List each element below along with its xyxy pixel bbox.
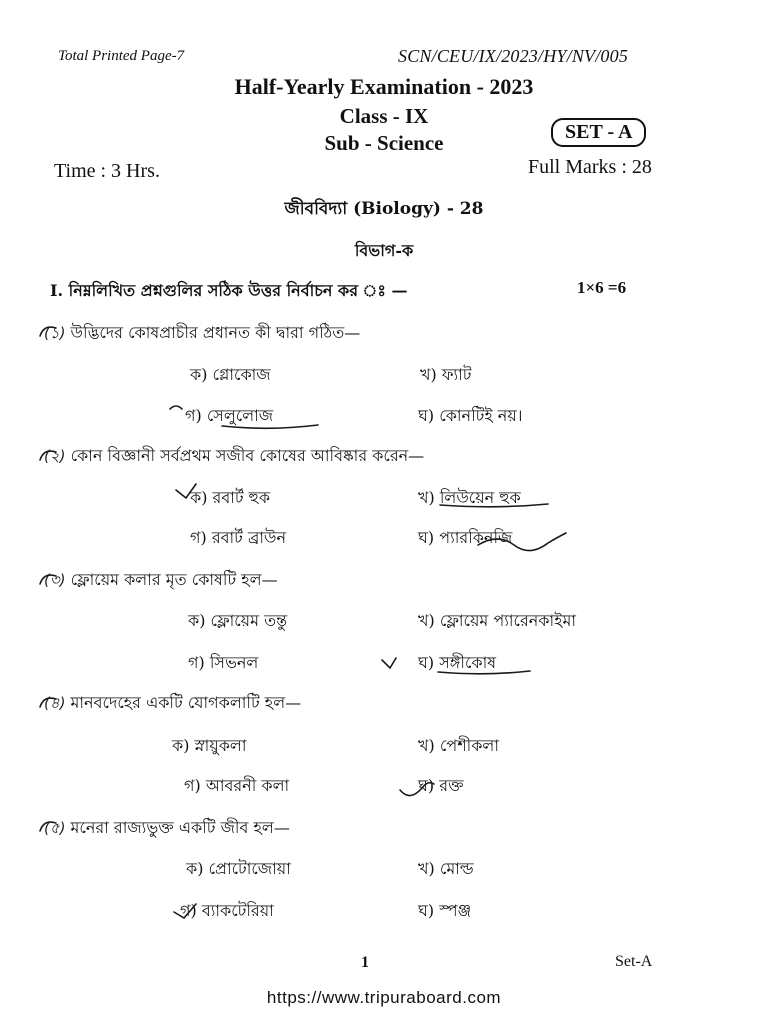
option-ka: ক) স্নায়ুকলা <box>172 736 247 755</box>
option-ka: ক) গ্লোকোজ <box>190 365 271 384</box>
option-kha: খ) লিউয়েন হুক <box>418 488 521 507</box>
option-gha: ঘ) প্যারকিনজি <box>418 528 513 547</box>
question-text: মনেরা রাজ্যভুক্ত একটি জীব হল— <box>70 818 290 837</box>
total-pages: Total Printed Page-7 <box>58 48 185 64</box>
section-title: জীববিদ্যা (Biology) - 28 <box>284 199 484 219</box>
option-gha: ঘ) কোনটিই নয়। <box>418 406 523 425</box>
source-url: https://www.tripuraboard.com <box>266 988 502 1007</box>
option-gha: ঘ) রক্ত <box>418 776 464 795</box>
question-number: (৪) <box>44 694 66 712</box>
question-2 <box>44 443 424 470</box>
part-title: বিভাগ-ক <box>354 241 414 260</box>
time-label: Time : 3 Hrs. <box>54 160 160 182</box>
option-ga: গ) সেলুলোজ <box>185 406 274 425</box>
question-3 <box>44 567 278 594</box>
question-number: (৫) <box>44 819 66 837</box>
option-ga: গ) সিভনল <box>188 653 259 672</box>
exam-title: Half-Yearly Examination - 2023 <box>234 74 534 99</box>
option-kha: খ) মোল্ড <box>418 859 474 878</box>
option-kha: খ) পেশীকলা <box>418 736 499 755</box>
question-text: ফ্লোয়েম কলার মৃত কোষটি হল— <box>70 570 278 589</box>
full-marks-label: Full Marks : 28 <box>528 156 652 178</box>
option-ka: ক) রবার্ট হুক <box>190 488 271 507</box>
subject-label: Sub - Science <box>324 131 444 155</box>
instruction-marks: 1×6 =6 <box>577 278 627 297</box>
question-4 <box>44 690 301 717</box>
option-ka: ক) ফ্লোয়েম তন্তু <box>188 611 288 630</box>
question-number: (১) <box>44 324 66 342</box>
option-ga: গ) রবার্ট ব্রাউন <box>190 528 286 547</box>
instruction: I. নিম্নলিখিত প্রশ্নগুলির সঠিক উত্তর নির্বাচন কর ঃ — <box>50 281 408 300</box>
option-ka: ক) প্রোটোজোয়া <box>186 859 291 878</box>
question-text: কোন বিজ্ঞানী সর্বপ্রথম সজীব কোষের আবিষ্কার করেন— <box>70 446 425 465</box>
class-label: Class - IX <box>339 104 429 128</box>
question-5 <box>44 815 290 842</box>
question-number: (২) <box>44 447 66 465</box>
question-number: (৩) <box>44 571 66 589</box>
page-number: 1 <box>361 954 369 971</box>
option-kha: খ) ফ্লোয়েম প্যারেনকাইমা <box>418 611 576 630</box>
paper-code: SCN/CEU/IX/2023/HY/NV/005 <box>398 46 629 66</box>
option-kha: খ) ফ্যাট <box>420 365 472 384</box>
option-gha: ঘ) স্পঞ্জ <box>418 901 472 920</box>
option-ga: গ) ব্যাকটেরিয়া <box>180 901 274 920</box>
question-1 <box>44 320 360 347</box>
question-text: মানবদেহের একটি যোগকলাটি হল— <box>70 693 302 712</box>
set-badge: SET - A <box>551 118 646 147</box>
option-gha: ঘ) সঙ্গীকোষ <box>418 653 497 672</box>
option-ga: গ) আবরনী কলা <box>184 776 290 795</box>
footer-set-label: Set-A <box>615 953 653 970</box>
question-text: উদ্ভিদের কোষপ্রাচীর প্রধানত কী দ্বারা গঠিত— <box>70 323 361 342</box>
